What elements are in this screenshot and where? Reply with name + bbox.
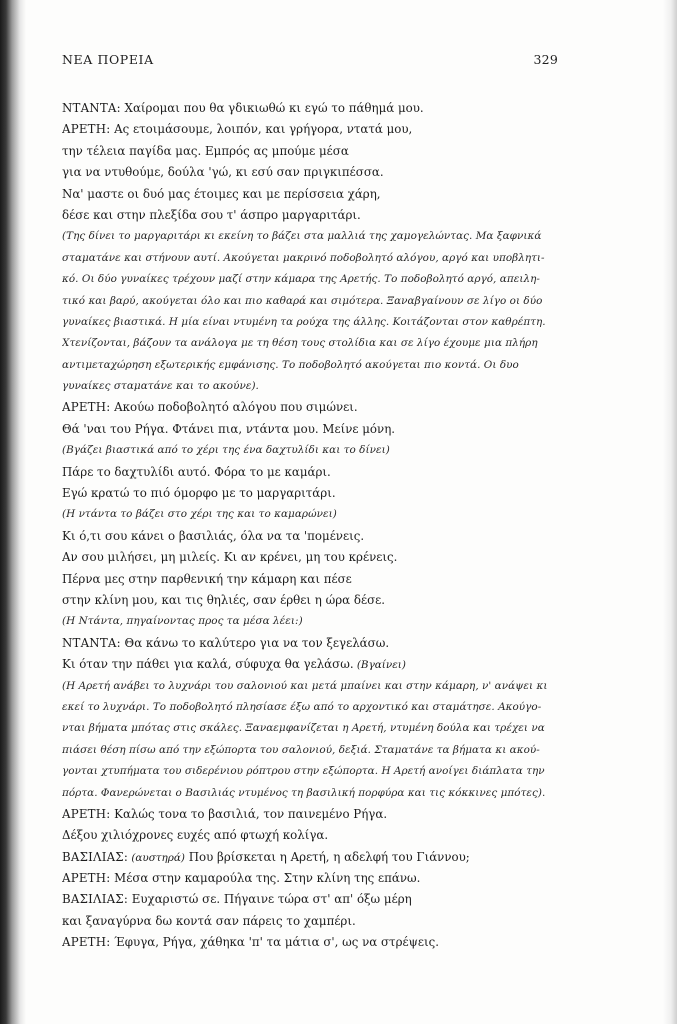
dialogue-text: Καλώς τονα το βασιλιά, τον παινεμένο Ρήγα. [110, 806, 388, 821]
dialogue-text: Που βρίσκεται η Αρετή, η αδελφή του Γιάννου; [184, 849, 470, 864]
dialogue-text: Μέσα στην καμαρούλα της. Στην κλίνη της επάνω. [110, 871, 421, 886]
book-spine-shadow [0, 0, 26, 1024]
dialogue-text: Ευχαριστώ σε. Πήγαινε τώρα στ' απ' όξω μέρη [128, 892, 412, 907]
stage-direction-line: τικό και βαρύ, ακούγεται όλο και πιο καθαρά και σιμότερα. Ξαναβγαίνουν σε λίγο οι δύο [62, 294, 543, 307]
speaker-name: ΑΡΕΤΗ: [62, 122, 111, 137]
dialogue-text: Θα κάνω το καλύτερο για να τον ξεγελάσω. [120, 635, 390, 650]
dialogue-text: Χαίρομαι που θα γδικιωθώ κι εγώ το πάθημά μου. [120, 101, 424, 115]
dialogue-line [62, 633, 574, 654]
verse-line: δέσε και στην πλεξίδα σου τ' άσπρο μαργαριτάρι. [62, 207, 361, 222]
verse-line: Πέρνα μες στην παρθενική την κάμαρη και πέσε [62, 571, 352, 586]
stage-direction-line: (Η ντάντα το βάζει στο χέρι της και το καμαρώνει) [62, 508, 337, 521]
dialogue-text: Κι όταν την πάθει για καλά, σύφυχα θα γελάσω. [62, 657, 354, 672]
page-number: 329 [533, 52, 558, 67]
verse-line: Να' μαστε οι δυό μας έτοιμες και με περίσσεια χάρη, [62, 186, 381, 201]
verse-line: την τέλεια παγίδα μας. Εμπρός ας μπούμε μέσα [62, 143, 349, 158]
speaker-name: ΝΤΑΝΤΑ: [62, 101, 121, 115]
stage-direction-line: σταματάνε και στήνουν αυτί. Ακούγεται μακρινό ποδοβολητό αλόγου, αργό και υποβλητι- [62, 251, 545, 264]
verse-line: Δέξου χιλιόχρονες ευχές από φτωχή κολίγα. [62, 828, 329, 843]
inline-stage-direction: (αυστηρά) [128, 851, 185, 864]
dialogue-line [62, 889, 574, 910]
stage-direction-line: νται βήματα μπότας στις σκάλες. Ξαναεμφανίζεται η Αρετή, ντυμένη δούλα και τρέχει να [62, 722, 545, 735]
speaker-name: ΑΡΕΤΗ: [62, 935, 111, 950]
speaker-name: ΒΑΣΙΛΙΑΣ: [62, 892, 129, 907]
dialogue-line [62, 397, 574, 418]
dialogue-line [62, 868, 574, 889]
stage-direction-line: πιάσει θέση πίσω από την εξώπορτα του σαλονιού, δεξιά. Σταματάνε τα βήματα κι ακού- [62, 743, 540, 756]
verse-line [62, 654, 574, 675]
verse-line: Κι ό,τι σου κάνει ο βασιλιάς, όλα να τα 'πομένεις. [62, 528, 365, 543]
dialogue-text: Ακούω ποδοβολητό αλόγου που σιμώνει. [110, 400, 358, 415]
dialogue-text: Ας ετοιμάσουμε, λοιπόν, και γρήγορα, ντατά μου, [110, 122, 413, 137]
stage-direction-line: γονται χτυπήματα του σιδερένιου ρόπτρου στην εξώπορτα. Η Αρετή ανοίγει διάπλατα την [62, 765, 545, 778]
verse-line: Εγώ κρατώ το πιό όμορφο με το μαργαριτάρι. [62, 486, 336, 501]
page-header [62, 52, 558, 72]
stage-direction-line: αντιμεταχώρηση εξωτερικής εμφάνισης. Το ποδοβολητό ακούγεται πιο κοντά. Οι δυο [62, 358, 519, 371]
verse-line: και ξαναγύρνα δω κοντά σαν πάρεις το χαμπέρι. [62, 913, 356, 928]
speaker-name: ΑΡΕΤΗ: [62, 400, 111, 415]
verse-line: Αν σου μιλήσει, μη μιλείς. Κι αν κρένει, μη του κρένεις. [62, 550, 398, 565]
speaker-name: ΑΡΕΤΗ: [62, 806, 111, 821]
dialogue-line [62, 98, 574, 119]
dialogue-line [62, 847, 574, 868]
page-edge-shadow [663, 0, 677, 1024]
stage-direction-line: (Η Αρετή ανάβει το λυχνάρι του σαλονιού και μετά μπαίνει και στην κάμαρη, ν' ανάψει κι [62, 679, 548, 692]
dialogue-line [62, 932, 574, 953]
play-text [62, 98, 574, 954]
stage-direction-line: Χτενίζονται, βάζουν τα ανάλογα με τη θέση τους στολίδια και σε λίγο έχουμε μια πλήρη [62, 337, 538, 350]
verse-line: Θά 'ναι του Ρήγα. Φτάνει πια, ντάντα μου. Μείνε μόνη. [62, 421, 396, 436]
dialogue-line [62, 119, 574, 140]
inline-stage-direction: (Βγαίνει) [353, 659, 406, 672]
verse-line: Πάρε το δαχτυλίδι αυτό. Φόρα το με καμάρι. [62, 464, 331, 479]
speaker-name: ΑΡΕΤΗ: [62, 871, 111, 886]
stage-direction-line: εκεί το λυχνάρι. Το ποδοβολητό πλησίασε έξω από το αρχοντικό και σταμάτησε. Ακούγο- [62, 700, 542, 713]
running-head: ΝΕΑ ΠΟΡΕΙΑ [62, 52, 154, 67]
stage-direction-line: γυναίκες σταματάνε και το ακούνε). [62, 380, 259, 393]
stage-direction-line: κό. Οι δύο γυναίκες τρέχουν μαζί στην κάμαρα της Αρετής. Το ποδοβολητό αργό, απειλη- [62, 273, 540, 286]
verse-line: στην κλίνη μου, και τις θηλιές, σαν έρθει η ώρα δέσε. [62, 592, 385, 607]
stage-direction-line: (Η Ντάντα, πηγαίνοντας προς τα μέσα λέει:) [62, 615, 303, 628]
dialogue-text: Έφυγα, Ρήγα, χάθηκα 'π' τα μάτια σ', ως να στρέψεις. [110, 935, 439, 950]
stage-direction-line: (Βγάζει βιαστικά από το χέρι της ένα δαχτυλίδι και το δίνει) [62, 444, 390, 457]
stage-direction-line: πόρτα. Φανερώνεται ο Βασιλιάς ντυμένος τη βασιλική πορφύρα και τις κόκκινες μπότες). [62, 786, 546, 799]
stage-direction-line: (Της δίνει το μαργαριτάρι κι εκείνη το βάζει στα μαλλιά της χαμογελώντας. Μα ξαφνικά [62, 230, 542, 243]
verse-line: για να ντυθούμε, δούλα 'γώ, κι εσύ σαν πριγκιπέσσα. [62, 165, 384, 180]
stage-direction-line: γυναίκες βιαστικά. Η μία είναι ντυμένη τα ρούχα της άλλης. Κοιτάζονται στον καθρέπτη. [62, 315, 546, 328]
speaker-name: ΒΑΣΙΛΙΑΣ: [62, 849, 129, 864]
dialogue-line [62, 804, 574, 825]
speaker-name: ΝΤΑΝΤΑ: [62, 635, 121, 650]
